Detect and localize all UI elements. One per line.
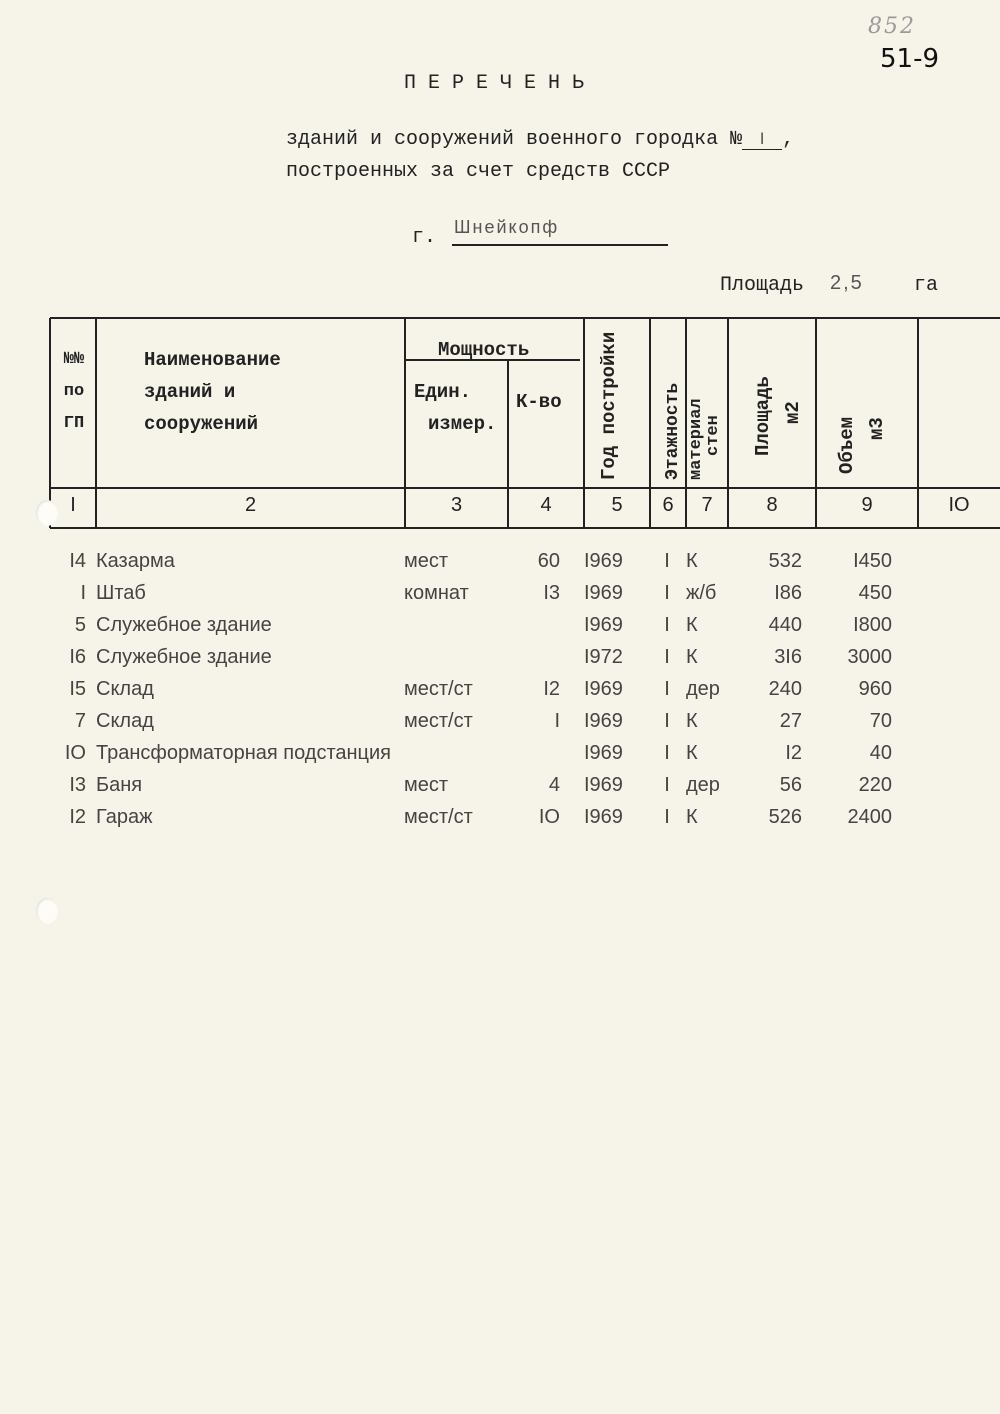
document-title: ПЕРЕЧЕНЬ: [403, 72, 596, 95]
cell-gp-number: I4: [69, 550, 86, 572]
header-qty: К-во: [516, 391, 562, 413]
cell-year: I969: [584, 582, 623, 604]
subtitle-suffix: ,: [782, 128, 795, 151]
cell-area: 3I6: [774, 646, 802, 668]
table-row: [0, 550, 1000, 582]
cell-area: 240: [768, 678, 802, 700]
cell-volume: I800: [853, 614, 892, 636]
table-row: [0, 614, 1000, 646]
cell-year: I969: [584, 710, 623, 732]
column-number: I: [70, 494, 76, 516]
cell-floors: I: [664, 806, 670, 828]
cell-building-name: Склад: [96, 710, 154, 732]
cell-area: 526: [768, 806, 802, 828]
cell-quantity: 4: [548, 774, 560, 796]
cell-material: дер: [686, 774, 720, 796]
area-label: Площадь: [720, 274, 805, 297]
header-unit-line-1: Един.: [414, 381, 472, 403]
header-unit: [414, 376, 496, 440]
header-area-line-2: м2: [782, 401, 804, 424]
cell-gp-number: 7: [74, 710, 86, 732]
header-gp-line-3: ГП: [63, 414, 85, 433]
header-area-line-1: Площадь: [752, 376, 774, 456]
cell-floors: I: [664, 614, 670, 636]
column-number: 8: [766, 494, 778, 516]
column-number: 6: [662, 494, 674, 516]
header-volume-line-1: Объем: [836, 416, 858, 474]
cell-quantity: I3: [543, 582, 560, 604]
subtitle-prefix: зданий и сооружений военного городка №: [286, 128, 743, 151]
cell-floors: I: [664, 678, 670, 700]
header-gp-line-1: №№: [63, 350, 85, 369]
cell-unit: мест/ст: [404, 678, 473, 700]
cell-unit: мест/ст: [404, 806, 473, 828]
cell-year: I969: [584, 774, 623, 796]
cell-area: 440: [768, 614, 802, 636]
cell-area: 56: [779, 774, 802, 796]
table-row: [0, 710, 1000, 742]
cell-volume: I450: [853, 550, 892, 572]
cell-floors: I: [664, 550, 670, 572]
cell-building-name: Трансформаторная подстанция: [96, 742, 391, 764]
cell-material: К: [686, 646, 698, 668]
cell-volume: 450: [858, 582, 892, 604]
cell-material: дер: [686, 678, 720, 700]
header-name-line-1: Наименование: [144, 349, 281, 371]
header-material-line-1: материал: [687, 398, 706, 480]
table-row: [0, 646, 1000, 678]
header-floors: Этажность: [663, 382, 683, 480]
column-number: 9: [861, 494, 873, 516]
punch-hole: [36, 500, 58, 526]
subtitle-line-2: построенных за счет средств СССР: [286, 160, 671, 183]
header-year: Год постройки: [598, 331, 620, 480]
cell-volume: 960: [858, 678, 892, 700]
area-unit: га: [914, 274, 939, 297]
header-volume: [832, 417, 892, 474]
column-number: 4: [540, 494, 552, 516]
cell-gp-number: IO: [64, 742, 86, 764]
cell-gp-number: I6: [69, 646, 86, 668]
cell-unit: мест/ст: [404, 710, 473, 732]
cell-quantity: I: [554, 710, 560, 732]
cell-quantity: I2: [543, 678, 560, 700]
column-number: 5: [611, 494, 623, 516]
cell-gp-number: I2: [69, 806, 86, 828]
header-volume-line-2: м3: [866, 417, 888, 440]
table-row: [0, 774, 1000, 806]
cell-gp-number: I5: [69, 678, 86, 700]
area-value: 2,5: [830, 272, 864, 294]
table-row: [0, 742, 1000, 774]
header-gp-line-2: по: [63, 382, 85, 401]
cell-area: 532: [768, 550, 802, 572]
cell-area: I86: [774, 582, 802, 604]
cell-volume: 220: [858, 774, 892, 796]
cell-floors: I: [664, 742, 670, 764]
cell-floors: I: [664, 646, 670, 668]
city-name: Шнейкопф: [454, 217, 560, 237]
cell-floors: I: [664, 710, 670, 732]
header-unit-line-2: измер.: [428, 413, 497, 435]
column-number: 2: [244, 494, 257, 516]
column-number: 7: [701, 494, 713, 516]
cell-material: К: [686, 614, 698, 636]
cell-building-name: Служебное здание: [96, 614, 272, 636]
header-name: [144, 344, 281, 440]
cell-year: I969: [584, 742, 623, 764]
cell-floors: I: [664, 774, 670, 796]
cell-quantity: IO: [538, 806, 560, 828]
column-number: IO: [948, 494, 970, 516]
ink-annotation: 51-9: [880, 44, 940, 74]
cell-building-name: Склад: [96, 678, 154, 700]
cell-volume: 40: [869, 742, 892, 764]
cell-material: ж/б: [686, 582, 717, 604]
cell-building-name: Гараж: [96, 806, 153, 828]
cell-material: К: [686, 742, 698, 764]
cell-building-name: Казарма: [96, 550, 175, 572]
cell-area: I2: [785, 742, 802, 764]
cell-unit: мест: [404, 774, 449, 796]
cell-building-name: Баня: [96, 774, 143, 796]
punch-hole: [36, 898, 58, 924]
cell-floors: I: [664, 582, 670, 604]
cell-quantity: 60: [537, 550, 560, 572]
header-area: [748, 376, 808, 456]
header-material: [688, 398, 722, 480]
cell-material: К: [686, 710, 698, 732]
column-number: 3: [450, 494, 463, 516]
table-row: [0, 806, 1000, 838]
cell-material: К: [686, 806, 698, 828]
cell-gp-number: I3: [69, 774, 86, 796]
header-name-line-3: сооружений: [144, 413, 259, 435]
header-material-line-2: стен: [704, 415, 723, 456]
cell-year: I969: [584, 550, 623, 572]
table-row: [0, 582, 1000, 614]
cell-area: 27: [779, 710, 802, 732]
cell-year: I969: [584, 614, 623, 636]
cell-volume: 3000: [847, 646, 892, 668]
header-capacity: Мощность: [438, 339, 530, 361]
cell-year: I972: [584, 646, 623, 668]
table-row: [0, 678, 1000, 710]
garrison-number: I: [742, 129, 782, 150]
cell-gp-number: 5: [74, 614, 86, 636]
header-gp: [52, 344, 96, 440]
header-name-line-2: зданий и: [144, 381, 236, 403]
cell-year: I969: [584, 678, 623, 700]
cell-material: К: [686, 550, 698, 572]
cell-unit: комнат: [404, 582, 469, 604]
pencil-annotation: 852: [868, 14, 916, 39]
cell-building-name: Служебное здание: [96, 646, 272, 668]
city-prefix: г.: [412, 226, 437, 249]
cell-gp-number: I: [80, 582, 86, 604]
cell-year: I969: [584, 806, 623, 828]
cell-volume: 2400: [847, 806, 892, 828]
cell-building-name: Штаб: [96, 582, 146, 604]
cell-volume: 70: [869, 710, 892, 732]
cell-unit: мест: [404, 550, 449, 572]
